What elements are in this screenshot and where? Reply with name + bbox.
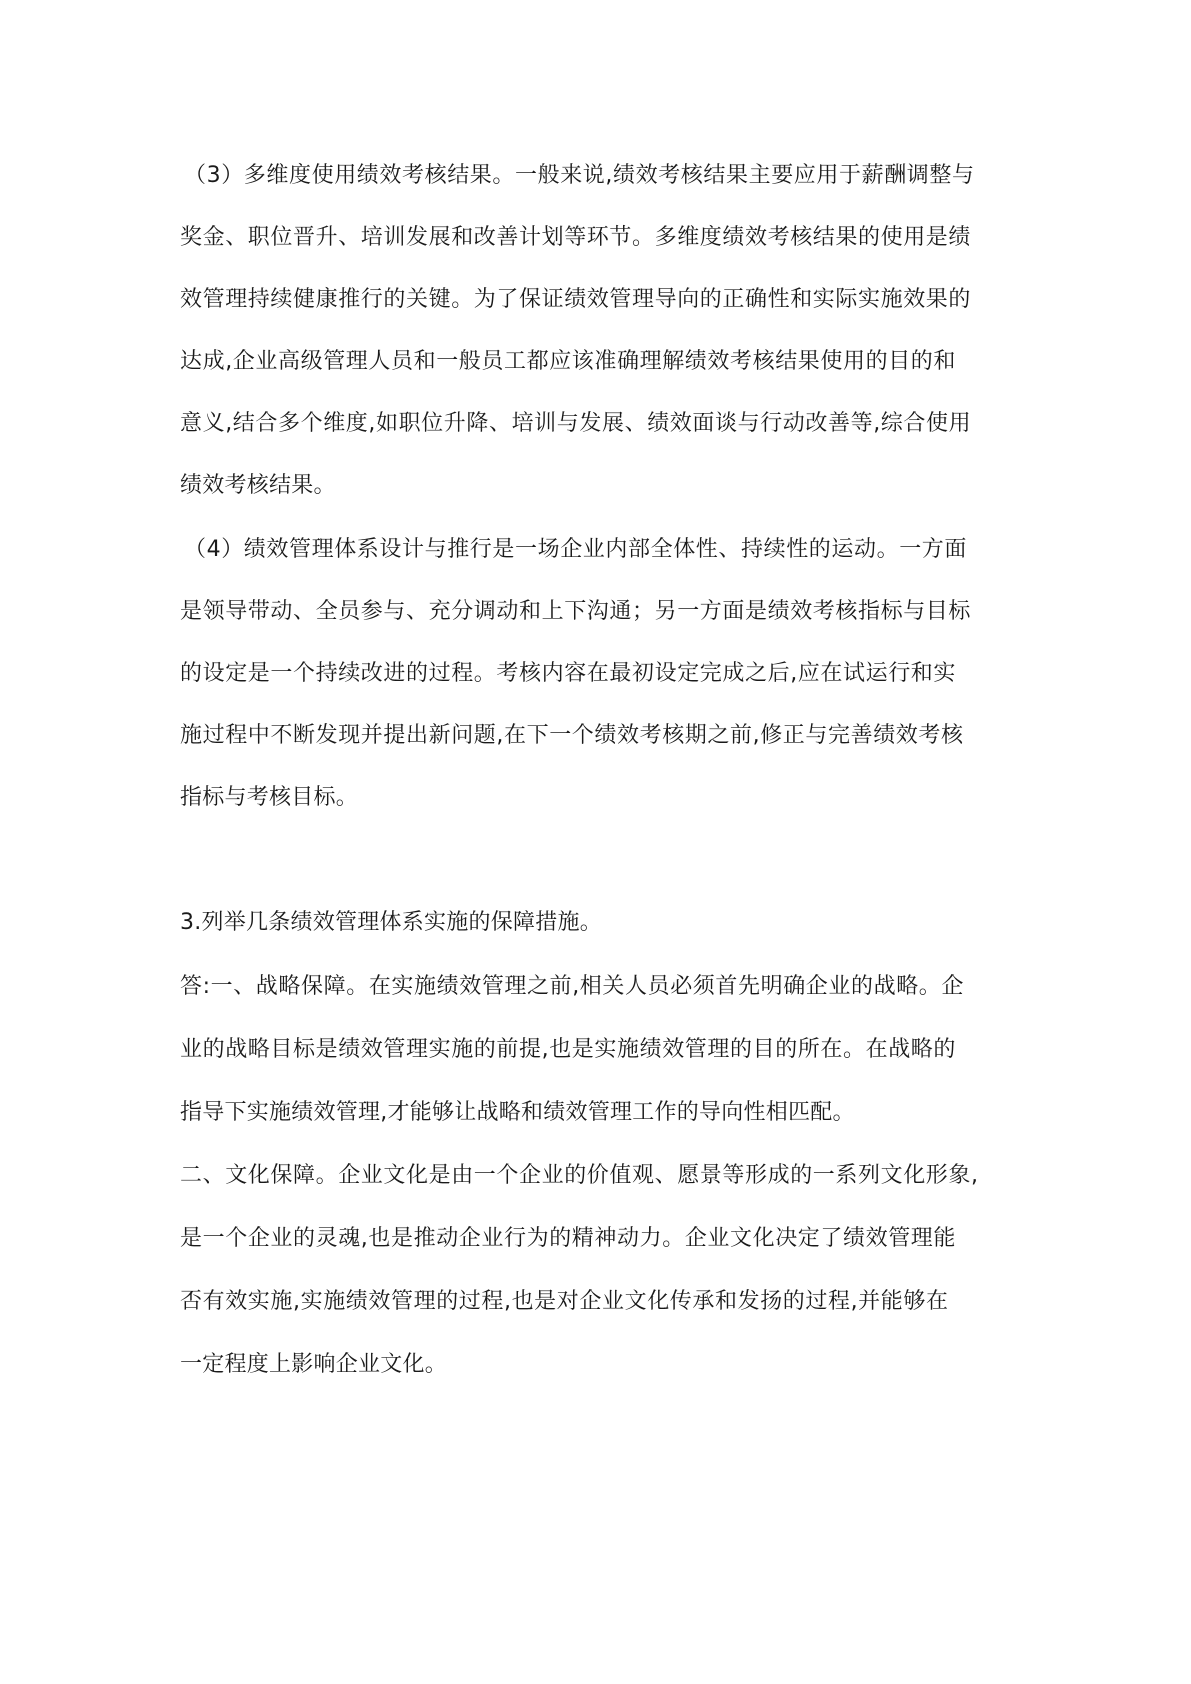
paragraph-line: 意义,结合多个维度,如职位升降、培训与发展、绩效面谈与行动改善等,综合使用 [180, 411, 972, 436]
paragraph-line: 否有效实施,实施绩效管理的过程,也是对企业文化传承和发扬的过程,并能够在 [180, 1289, 949, 1314]
paragraph-line: 二、文化保障。企业文化是由一个企业的价值观、愿景等形成的一系列文化形象, [180, 1163, 979, 1188]
paragraph-line: （3）多维度使用绩效考核结果。一般来说,绩效考核结果主要应用于薪酬调整与 [184, 163, 975, 188]
paragraph-line: （4）绩效管理体系设计与推行是一场企业内部全体性、持续性的运动。一方面 [184, 537, 967, 562]
paragraph-line: 的设定是一个持续改进的过程。考核内容在最初设定完成之后,应在试运行和实 [180, 661, 956, 686]
paragraph-line: 指导下实施绩效管理,才能够让战略和绩效管理工作的导向性相匹配。 [180, 1100, 855, 1125]
paragraph-line: 是一个企业的灵魂,也是推动企业行为的精神动力。企业文化决定了绩效管理能 [180, 1226, 956, 1251]
paragraph-line: 一定程度上影响企业文化。 [180, 1352, 448, 1377]
paragraph-line: 指标与考核目标。 [180, 785, 359, 810]
paragraph-line: 绩效考核结果。 [180, 473, 336, 498]
paragraph-line: 奖金、职位晋升、培训发展和改善计划等环节。多维度绩效考核结果的使用是绩 [180, 225, 972, 250]
paragraph-line: 答:一、战略保障。在实施绩效管理之前,相关人员必须首先明确企业的战略。企 [180, 974, 965, 999]
paragraph-line: 业的战略目标是绩效管理实施的前提,也是实施绩效管理的目的所在。在战略的 [180, 1037, 956, 1062]
paragraph-line: 施过程中不断发现并提出新问题,在下一个绩效考核期之前,修正与完善绩效考核 [180, 723, 964, 748]
paragraph-line: 效管理持续健康推行的关键。为了保证绩效管理导向的正确性和实际实施效果的 [180, 287, 972, 312]
paragraph-line: 达成,企业高级管理人员和一般员工都应该准确理解绩效考核结果使用的目的和 [180, 349, 956, 374]
question-title: 3.列举几条绩效管理体系实施的保障措施。 [180, 910, 602, 935]
paragraph-line: 是领导带动、全员参与、充分调动和上下沟通；另一方面是绩效考核指标与目标 [180, 599, 972, 624]
